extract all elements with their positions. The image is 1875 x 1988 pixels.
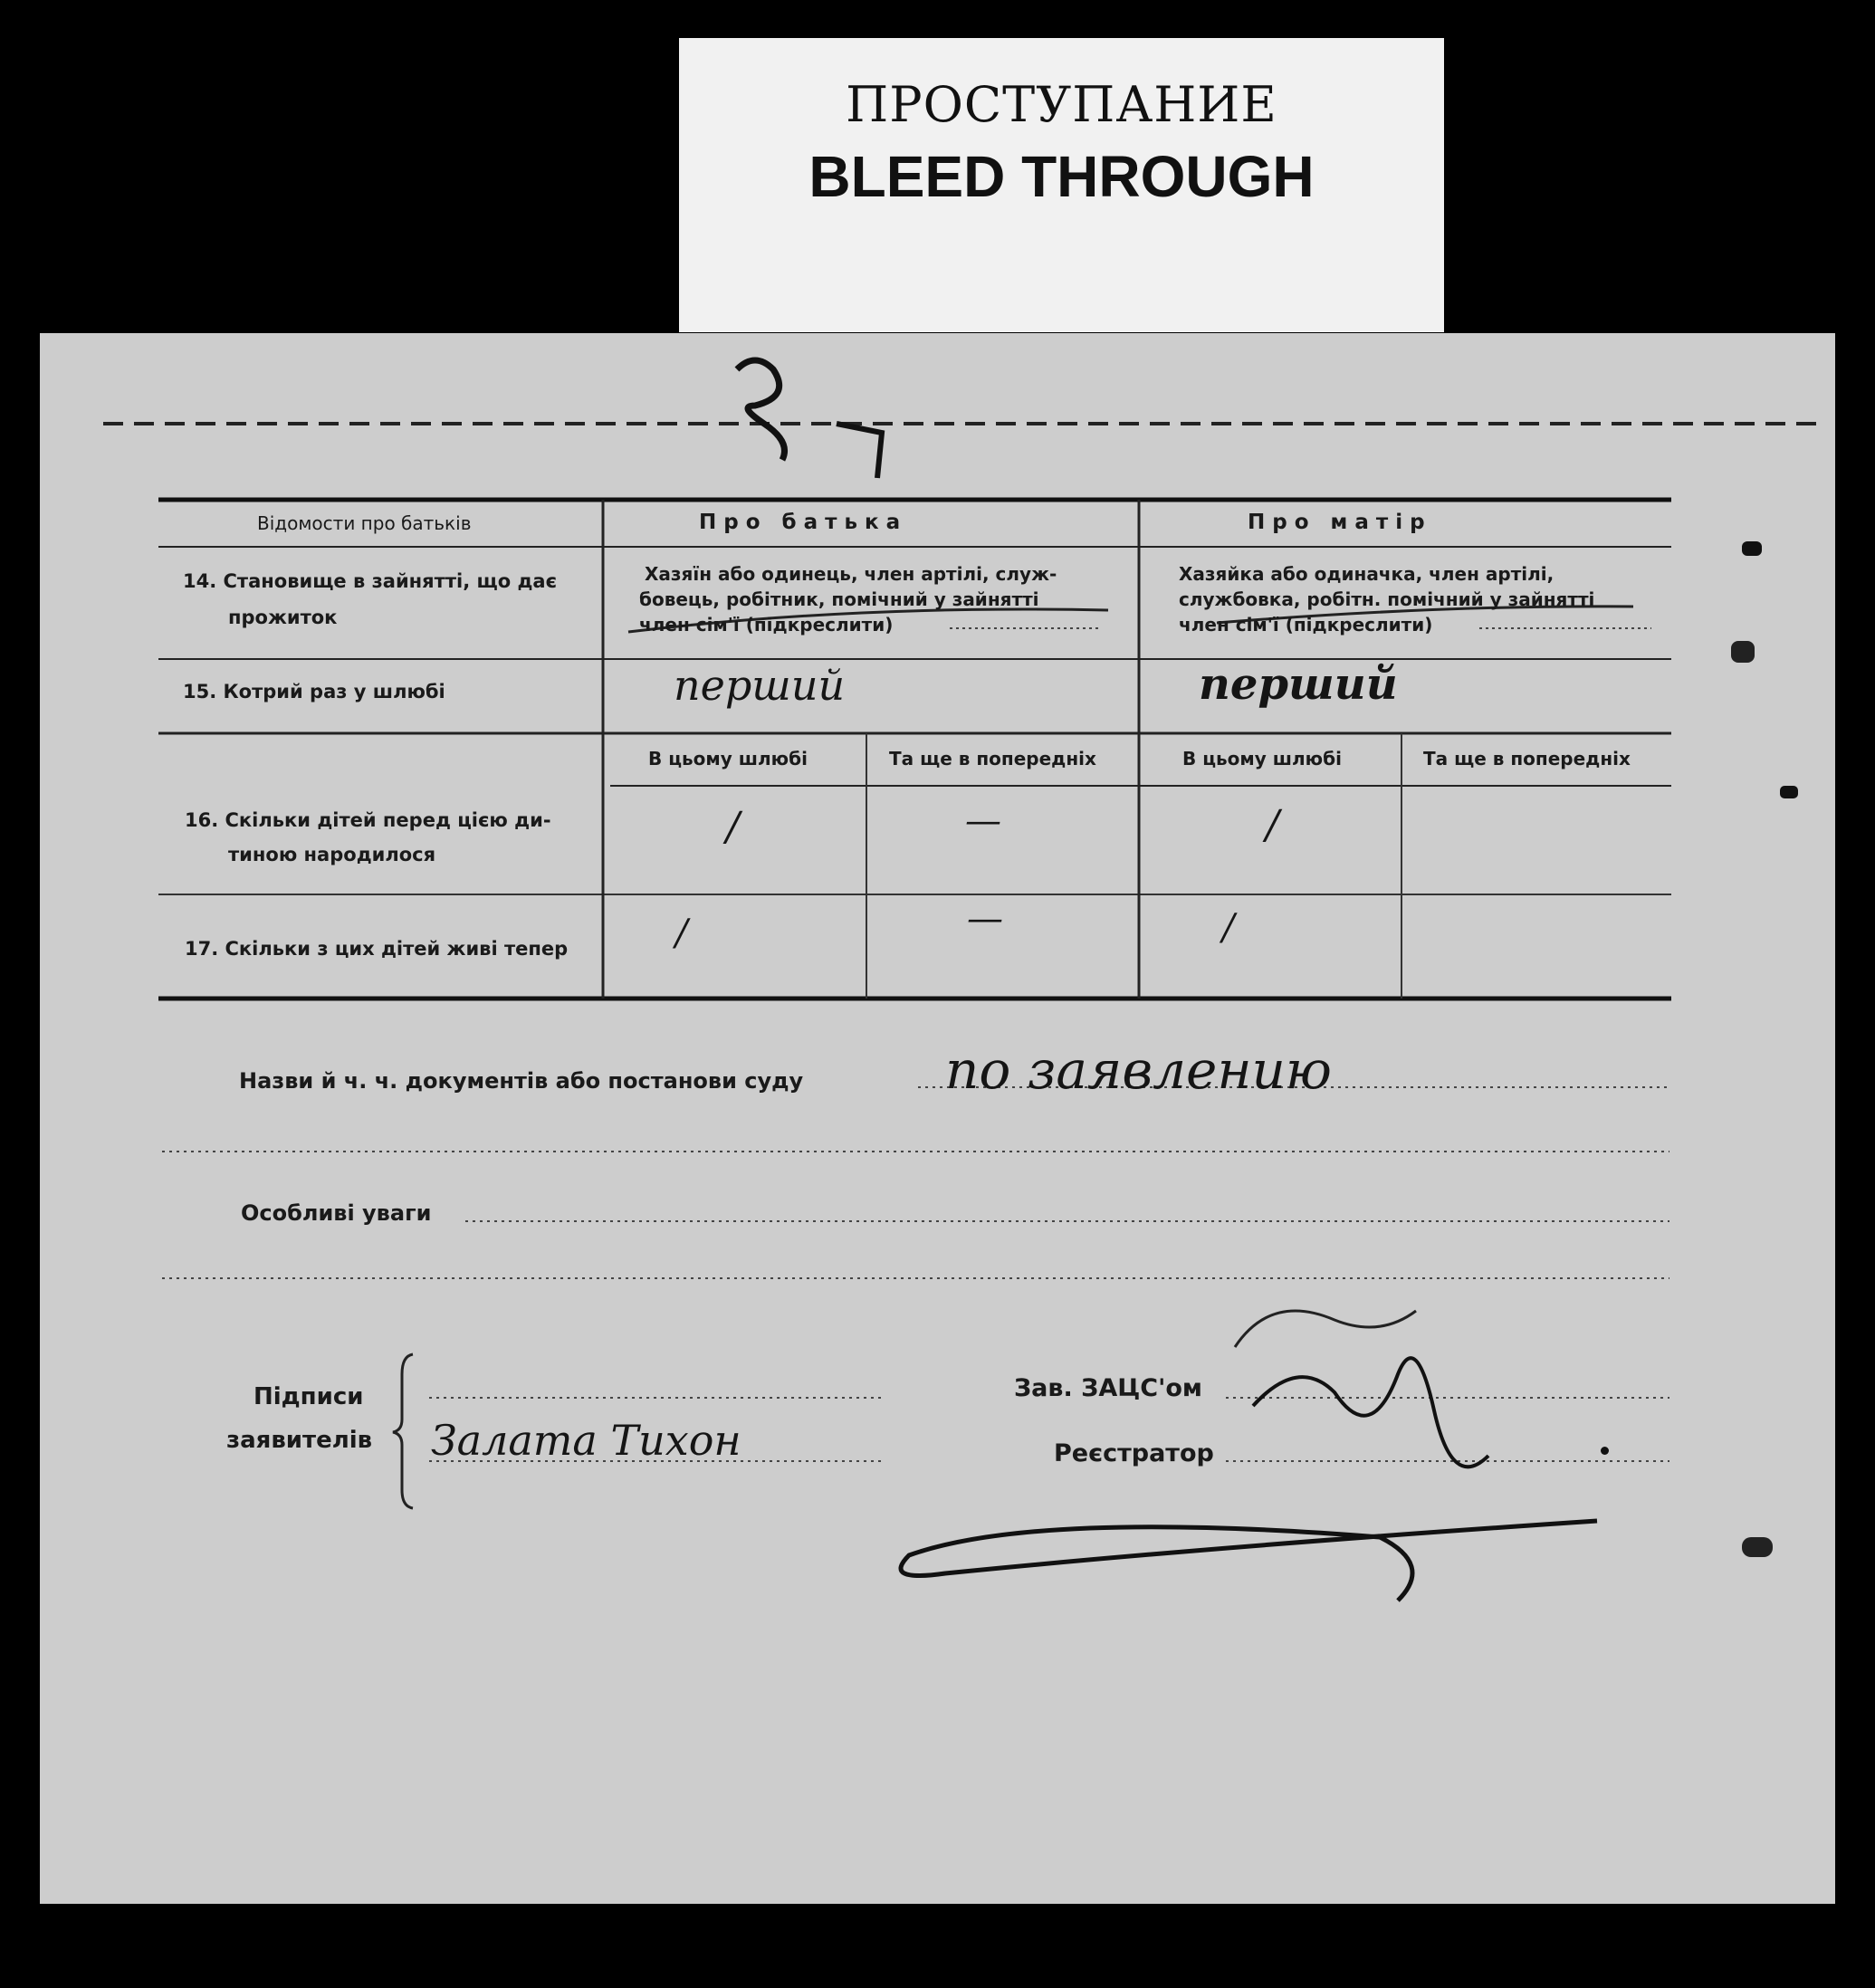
row16-father-this: / — [726, 804, 740, 850]
header-parents-info: Відомости про батьків — [257, 512, 472, 534]
row17-mother-this: / — [1222, 907, 1235, 949]
applicants-label-line1: Підписи — [254, 1383, 364, 1410]
row14-mother-line1: Хазяйка або одиначка, член артілі, — [1179, 563, 1555, 585]
row14-mother-line3: член сім'ї (підкреслити) — [1179, 614, 1433, 636]
remarks-label: Особливі уваги — [241, 1200, 432, 1226]
row14-father-line3: член сім'ї (підкреслити) — [639, 614, 894, 636]
documents-label: Назви й ч. ч. документів або постанови суду — [239, 1068, 804, 1094]
header-about-father: П р о б а т ь к а — [699, 511, 901, 534]
row16-label-line2: тиною народилося — [228, 844, 436, 865]
row16-label-line1: 16. Скільки дітей перед цією ди- — [185, 809, 551, 831]
registrar-dot — [1601, 1447, 1609, 1455]
row17-father-this: / — [675, 913, 688, 954]
applicants-label-line2: заявителів — [226, 1427, 373, 1454]
bleed-through-label-card — [679, 38, 1444, 332]
label-english: BLEED THROUGH — [808, 144, 1315, 209]
row17-father-prev: — — [967, 898, 1003, 940]
label-russian: ПРОСТУПАНИЕ — [846, 76, 1277, 133]
subheader-father-this-marriage: В цьому шлюбі — [648, 748, 808, 769]
margin-mark — [1742, 1537, 1773, 1557]
row16-father-prev: — — [965, 800, 1001, 842]
document-sheet — [40, 333, 1835, 1904]
row14-father-line2: бовець, робітник, помічний у зайнятті — [639, 588, 1039, 610]
row14-label-line1: 14. Становище в зайнятті, що дає — [183, 570, 558, 592]
head-zags-label: Зав. ЗАЦС'ом — [1014, 1374, 1202, 1402]
subheader-father-previous: Та ще в попередніх — [889, 748, 1096, 769]
row15-mother-value: перший — [1199, 659, 1398, 710]
margin-mark — [1780, 786, 1798, 798]
row17-label: 17. Скільки з цих дітей живі тепер — [185, 938, 569, 960]
registrar-label: Реєстратор — [1054, 1439, 1214, 1467]
margin-mark — [1742, 541, 1762, 556]
row14-mother-line2: службовка, робітн. помічний у зайнятті — [1179, 588, 1595, 610]
row16-mother-this: / — [1266, 802, 1279, 848]
applicant-signature: Залата Тихон — [431, 1416, 741, 1465]
margin-mark — [1731, 641, 1755, 663]
row15-label: 15. Котрий раз у шлюбі — [183, 681, 445, 702]
row15-father-value: перший — [674, 661, 846, 710]
row14-father-line1: Хазяїн або одинець, член артілі, служ- — [645, 563, 1057, 585]
header-about-mother: П р о м а т і р — [1248, 511, 1425, 534]
row14-label-line2: прожиток — [228, 607, 338, 628]
documents-value: по заявлению — [945, 1039, 1332, 1101]
subheader-mother-this-marriage: В цьому шлюбі — [1182, 748, 1342, 769]
subheader-mother-previous: Та ще в попередніх — [1423, 748, 1631, 769]
